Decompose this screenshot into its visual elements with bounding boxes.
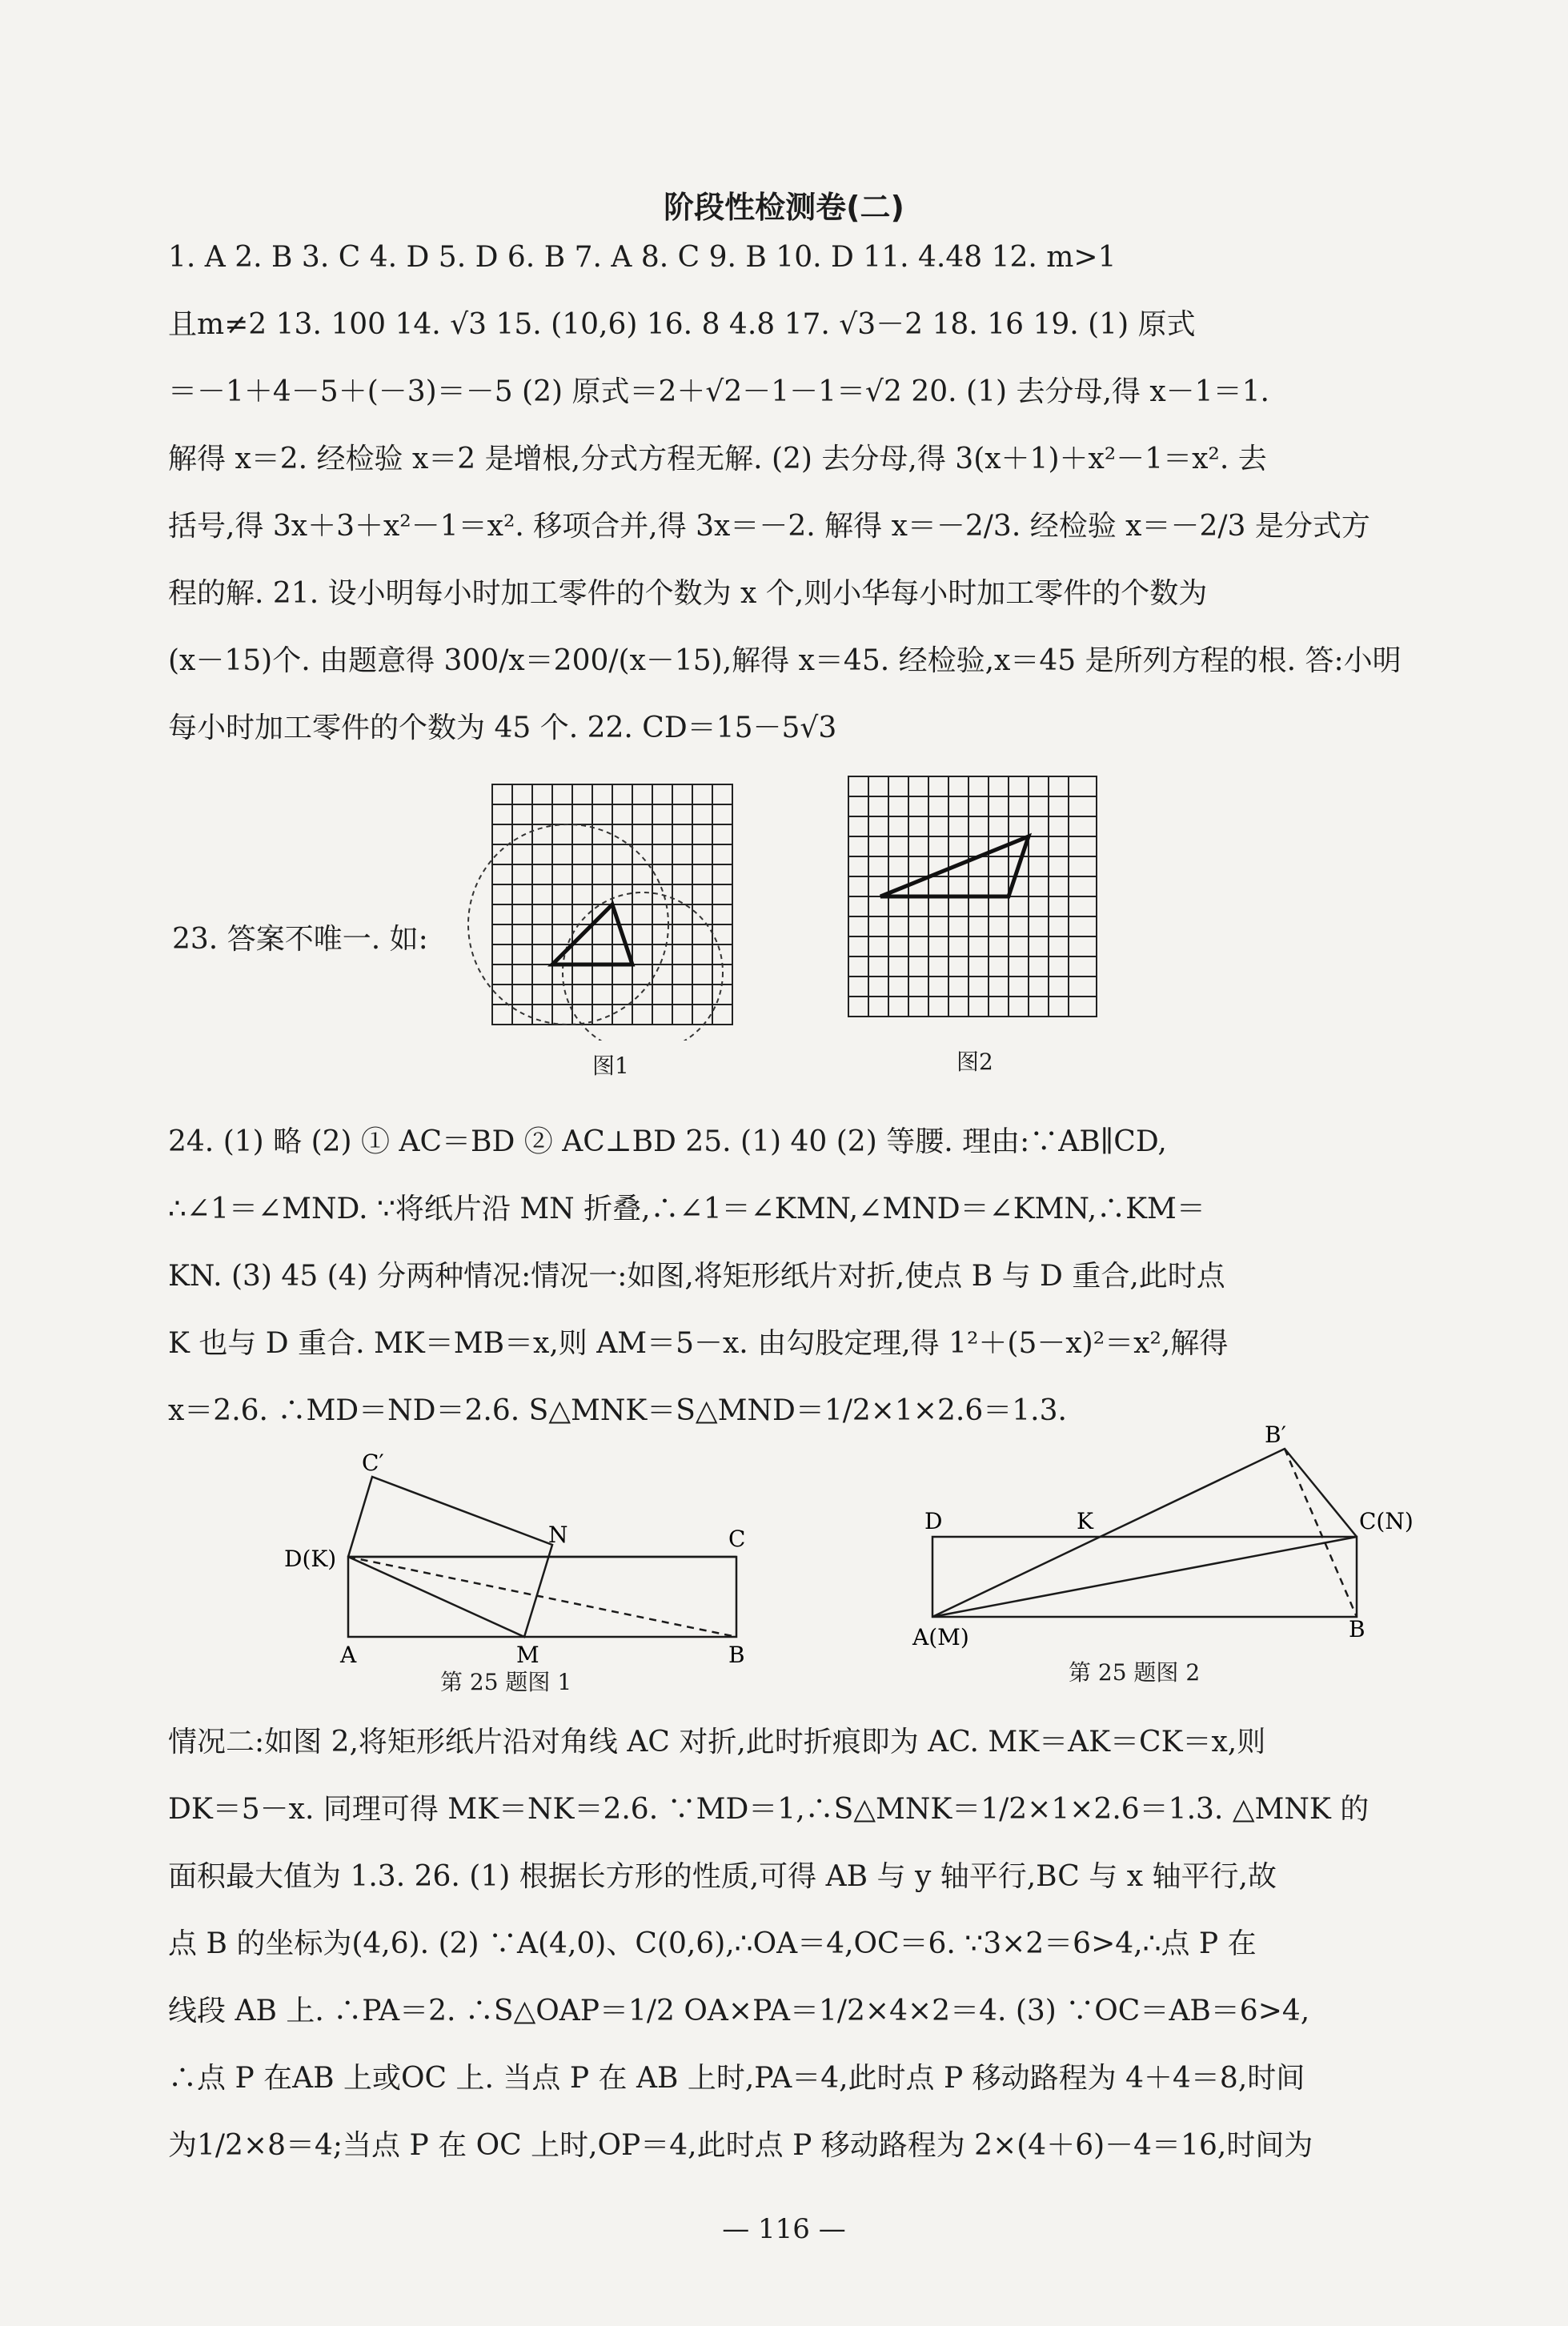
fig1-caption: 图1	[592, 1053, 629, 1079]
text-line: 且m≠2 13. 100 14. √3 15. (10,6) 16. 8 4.8 17. √3－2 18. 16 19. (1) 原式	[168, 308, 1196, 341]
label-a: A	[340, 1642, 357, 1668]
fig25-2-caption: 第 25 题图 2	[1069, 1659, 1201, 1686]
label-dk: D(K)	[284, 1546, 337, 1572]
text-line: 1. A 2. B 3. C 4. D 5. D 6. B 7. A 8. C 9. B 10. D 11. 4.48 12. m>1	[168, 241, 1117, 274]
text-line: 为1/2×8＝4;当点 P 在 OC 上时,OP＝4,此时点 P 移动路程为 2×(4＋6)－4＝16,时间为	[168, 2129, 1313, 2162]
answers-block-2	[168, 1109, 1481, 1445]
page-number: — 116 —	[722, 2213, 846, 2245]
figure-25-1	[280, 1453, 776, 1669]
text-line: 程的解. 21. 设小明每小时加工零件的个数为 x 个,则小华每小时加工零件的个数为	[168, 577, 1208, 610]
text-line: ∴点 P 在AB 上或OC 上. 当点 P 在 AB 上时,PA＝4,此时点 P 移动路程为 4＋4＝8,时间	[168, 2062, 1305, 2095]
label-c-prime: C′	[362, 1453, 384, 1476]
text-line: ∴∠1＝∠MND. ∵将纸片沿 MN 折叠,∴∠1＝∠KMN,∠MND＝∠KMN,∴KM＝	[168, 1193, 1205, 1225]
label-m: M	[516, 1642, 539, 1668]
answers-block-3	[168, 1709, 1481, 2180]
label-b-prime: B′	[1265, 1425, 1286, 1448]
label-b: B	[728, 1642, 745, 1668]
fig2-caption: 图2	[956, 1049, 993, 1075]
label-b: B	[1349, 1616, 1365, 1642]
text-line: 每小时加工零件的个数为 45 个. 22. CD＝15－5√3	[168, 712, 837, 744]
text-line: 情况二:如图 2,将矩形纸片沿对角线 AC 对折,此时折痕即为 AC. MK＝AK＝CK＝x,则	[168, 1726, 1266, 1759]
text-line: (x－15)个. 由题意得 300/x＝200/(x－15),解得 x＝45. 经检验,x＝45 是所列方程的根. 答:小明	[168, 644, 1402, 677]
figure-25-2	[896, 1425, 1417, 1649]
text-line: DK＝5－x. 同理可得 MK＝NK＝2.6. ∵MD＝1,∴S△MNK＝1/2×1×2.6＝1.3. △MNK 的	[168, 1793, 1369, 1826]
label-cn: C(N)	[1359, 1508, 1414, 1534]
text-line: 解得 x＝2. 经检验 x＝2 是增根,分式方程无解. (2) 去分母,得 3(x＋1)＋x²－1＝x². 去	[168, 443, 1267, 475]
text-line: ＝－1＋4－5＋(－3)＝－5 (2) 原式＝2＋√2－1－1＝√2 20. (1) 去分母,得 x－1＝1.	[168, 375, 1269, 408]
text-line: 线段 AB 上. ∴PA＝2. ∴S△OAP＝1/2 OA×PA＝1/2×4×2＝4. (3) ∵OC＝AB＝6>4,	[168, 1995, 1310, 2027]
label-c: C	[728, 1526, 746, 1552]
text-line: x＝2.6. ∴MD＝ND＝2.6. S△MNK＝S△MND＝1/2×1×2.6＝1.3.	[168, 1394, 1067, 1427]
text-line: 括号,得 3x＋3＋x²－1＝x². 移项合并,得 3x＝－2. 解得 x＝－2/3. 经检验 x＝－2/3 是分式方	[168, 510, 1370, 543]
label-d: D	[924, 1508, 943, 1534]
label-am: A(M)	[912, 1624, 969, 1649]
label-k: K	[1077, 1508, 1093, 1534]
text-line: 24. (1) 略 (2) ① AC＝BD ② AC⊥BD 25. (1) 40 (2) 等腰. 理由:∵AB∥CD,	[168, 1125, 1167, 1158]
text-line: K 也与 D 重合. MK＝MB＝x,则 AM＝5－x. 由勾股定理,得 1²＋(5－x)²＝x²,解得	[168, 1327, 1229, 1360]
figure-1-grid	[456, 768, 736, 1041]
fig25-1-caption: 第 25 题图 1	[440, 1669, 572, 1695]
q23-label: 23. 答案不唯一. 如:	[172, 923, 428, 956]
text-line: KN. (3) 45 (4) 分两种情况:情况一:如图,将矩形纸片对折,使点 B 与 D 重合,此时点	[168, 1260, 1225, 1293]
text-line: 面积最大值为 1.3. 26. (1) 根据长方形的性质,可得 AB 与 y 轴平行,BC 与 x 轴平行,故	[168, 1860, 1277, 1893]
triangle	[880, 836, 1029, 896]
page-title: 阶段性检测卷(二)	[664, 190, 904, 225]
text-line: 点 B 的坐标为(4,6). (2) ∵A(4,0)、C(0,6),∴OA＝4,OC＝6. ∵3×2＝6>4,∴点 P 在	[168, 1927, 1257, 1960]
figure-2-grid	[840, 768, 1113, 1025]
answers-block-1	[168, 224, 1481, 762]
label-n: N	[548, 1522, 568, 1548]
